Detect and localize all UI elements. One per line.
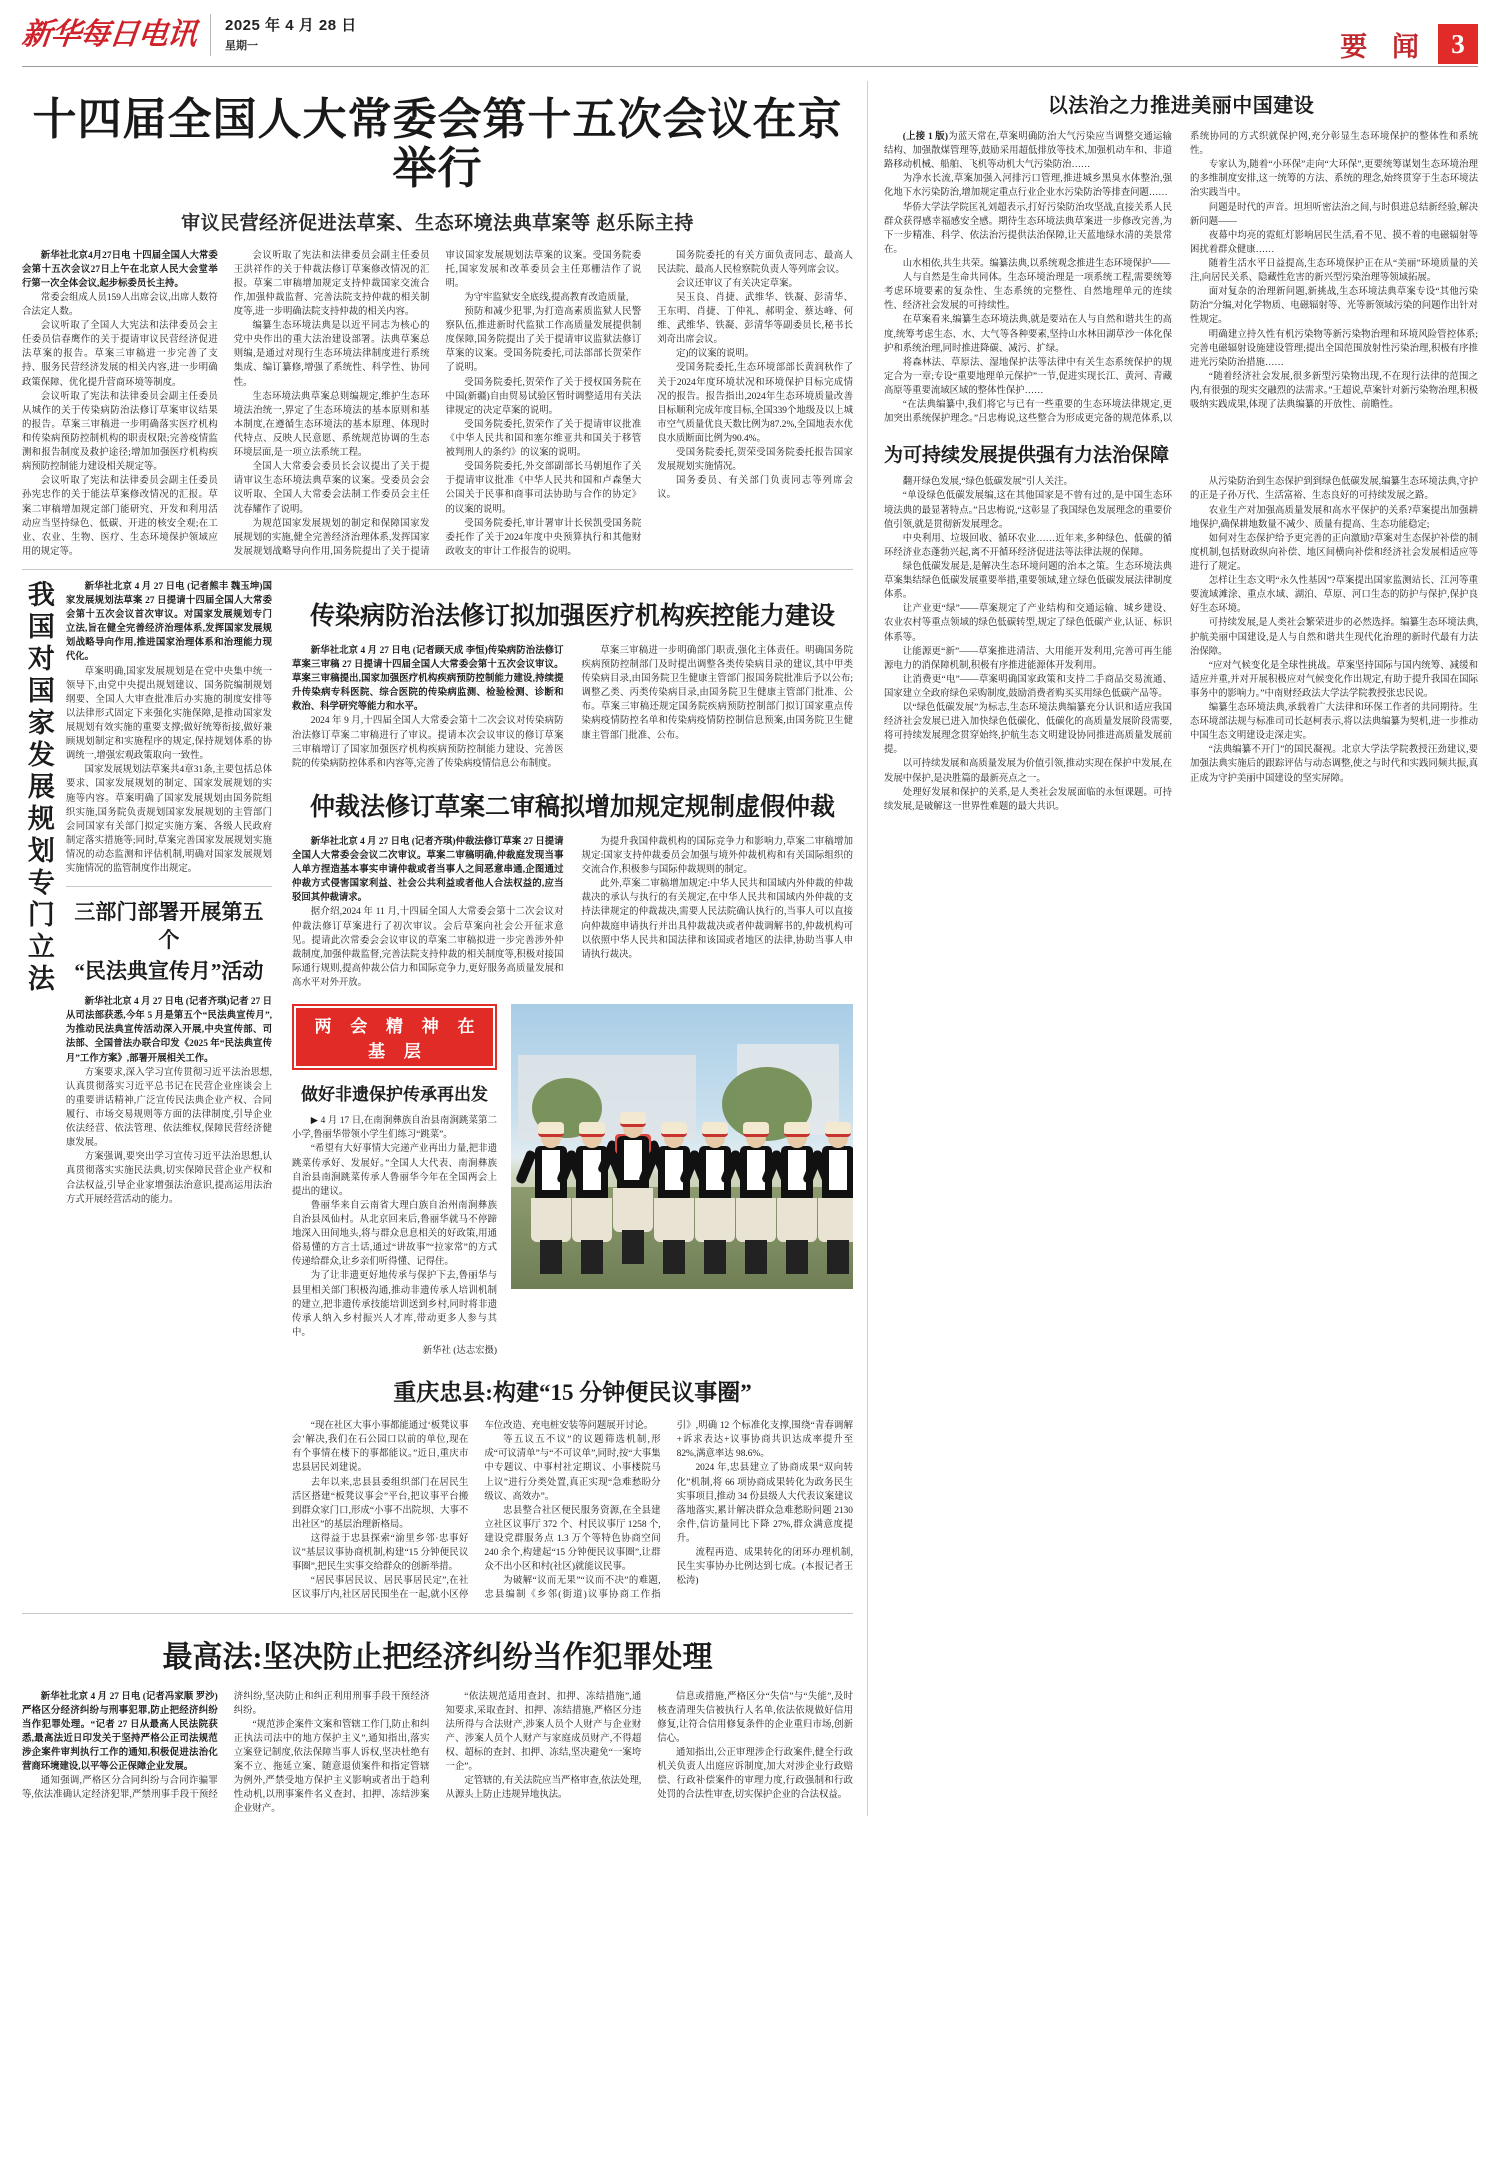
photo-credit: 新华社 (达志宏摄) [422, 1345, 497, 1356]
feature-photo [511, 1004, 853, 1289]
issue-weekday: 星期一 [225, 39, 258, 52]
masthead-right [1340, 14, 1478, 64]
continued-label: (上接 1 版) [902, 132, 949, 142]
right-para: “应对气候变化是全球性挑战。草案坚持国际与国内统筹、减缓和适应并重,并对开展积极应对气候变化作出规定,有助于提升我国在国际事务中的影响力。”中南财经政法大学法学院教授张忠民说。 [1190, 660, 1478, 699]
zuigaofa-byline: 新华社北京 4 月 27 日电 (记者冯家顺 罗沙)严格区分经济纠纷与刑事犯罪,防止把经济纠纷当作犯罪处理。“记者 27 日从最高人民法院获悉,最高法近日印发关于坚持严格公正司法规范涉企案件审判执行工作的通知,积极促进法治化营商环境建设,以平等公正保障企业发展。 [22, 1691, 218, 1773]
right-para: 从污染防治到生态保护到到绿色低碳发展,编纂生态环境法典,守护的正是子孙万代、生活富裕、生态良好的可持续发展之路。 [1190, 477, 1478, 502]
right-para: “在法典编纂中,我们将它与已有一些重要的生态环境法律规定,更加突出系统保护理念。”吕忠梅说,这些整合为形成更完备的规范体系,以系统协同的方式织就保护网,充分彰显生态环境保护的整体性和系统性。 [884, 132, 1478, 425]
lead-para: 吴玉良、肖捷、武维华、铁凝、彭清华、王东明、肖捷、丁仲礼、郝明金、蔡达峰、何维、武维华、铁凝、彭清华等副委员长,秘书长刘奇出席会议。 [657, 292, 853, 346]
lead-para: 会议听取了宪法和法律委员会副主任委员从城作的关于传染病防治法修订草案审议结果的报告。草案三审稿进一步明确落实医疗机构和传染病预防控制机构的职责权限;完善疫情监测和报告制度及救护途径;增加加强医疗机构疾病预防控制能力建设相关规定等。 [22, 391, 218, 473]
right-para: “随着经济社会发展,很多新型污染物出现,不在现行法律的范围之内,有很强的现实交融烈的法需求。”王超说,草案针对新污染物治理,积极吸纳实践成果,体现了法典编纂的开放性、前瞻性。 [1190, 371, 1478, 411]
lead-para: 受国务院委托,生态环境部部长黄润秋作了关于2024年度环境状况和环境保护目标完成情况的报告。报告指出,2024年生态环境质量改善目标顺利完成年度目标,全国339个地级及以上城市空气质量优良天数比例为87.2%,全国地表水优良水质断面比例为90.4%。 [657, 363, 853, 444]
mid-section [22, 580, 853, 1603]
masthead-left [22, 14, 357, 56]
chongqing-para: 2024 年,忠县建立了协商成果“双向转化”机制,将 66 项协商成果转化为政务民生实事项目,推动 34 份县级人大代表议案建议落地落实,累计解决群众急难愁盼问题 2130 余件,信访量同比下降 27%,群众满意度提升。 [676, 1463, 853, 1544]
minfa-headline-line1: 三部门部署开展第五个 [74, 900, 264, 952]
right-para: 明确建立持久性有机污染物等新污染物治理和环境风险管控体系;完善电磁辐射设施建设管理;提出全国范围放射性污染治理,积极有序推进光污染防治措施…… [1190, 329, 1478, 368]
right-para: 绿色低碳发展是,是解决生态环境问题的治本之策。生态环境法典草案集结绿色低碳发展重要举措,重要领域,建立绿色低碳发展法律制度体系。 [884, 561, 1172, 601]
right-para: 中央利用、垃圾回收、循环农业……近年来,多种绿色、低碳的循环经济业态蓬勃兴起,离不开循环经济促进法等法律法规的保障。 [884, 533, 1172, 558]
page-body [22, 81, 1478, 1816]
right-body-2 [884, 475, 1478, 814]
lead-para: 受国务院委托,贺荣受国务院委托报告国家发展规划实施情况。 [657, 448, 853, 473]
chuanranbing-para: 草案三审稿进一步明确部门职责,强化主体责任。明确国务院疾病预防控制部门及时提出调整各类传染病目录的建议,其中甲类传染病目录,由国务院卫生健康主管部门报国务院批准后予以公布;调整乙类、丙类传染病目录,由国务院卫生健康主管部门批准、公布。草案三审稿还规定国务院疾病预防控制部门拟订国家重点传染病疫情防控名单和传染病疫情防控制信息预案,由国务院卫生健康主管部门批准、公布。 [581, 645, 853, 741]
section-divider [22, 1613, 853, 1614]
right-para: “法典编纂不开门”的国民凝视。北京大学法学院教授汪劲建议,要加强法典实施后的跟踪评估与动态调整,使之与时代和实践同频共振,真正成为守护美丽中国建设的坚实屏障。 [1190, 745, 1478, 784]
section-divider [22, 569, 853, 570]
zuigaofa-para: 通知指出,公正审理涉企行政案件,健全行政机关负责人出庭应诉制度,加大对涉企业行政赔偿、行政补偿案件的审理力度,行政强制和行政处罚的合法性审查,切实保护企业的合法权益。 [657, 1747, 853, 1801]
zuigaofa-para: 信息或措施,严格区分“失信”与“失能”,及时核查清理失信被执行人名单,依法依规做好信用修复,让符合信用修复条件的企业重归市场,创新信心。 [657, 1691, 853, 1744]
lead-para: 受国务院委托,外交部副部长马朝旭作了关于提请审议批准《中华人民共和国和卢森堡大公国关于民事和商事司法协助与合作的协定》的议案的说明。 [445, 462, 642, 515]
lianghui-banner: 两 会 精 神 在 基 层 [292, 1004, 497, 1070]
chongqing-para: 这得益于忠县探索“渝里乡邻·忠事好议”基层议事协商机制,构建“15 分钟便民议事圈”,把民生实事交给群众的创新举措。 [292, 1533, 469, 1573]
minfa-para: 方案强调,要突出学习宣传习近平法治思想,认真贯彻落实实施民法典,切实保障民营企业产权和合法权益,引导企业家增强法治意识,提高运用法治方式开展经营活动的能力。 [65, 1152, 272, 1205]
chongqing-para: 等五议五不议”的议题筛选机制,形成“可议清单”与“不可议单”,同时,按“大事集中专题议、中事村社定期议、小事楼院马上议”进行分类处置,真正实现“急难愁盼分级议、高效办”。 [484, 1435, 661, 1502]
lianghui-para: 鲁丽华来自云南省大理白族自治州南涧彝族自治县凤仙村。从北京回来后,鲁丽华就马不停蹄地深入田间地头,将与群众息息相关的好政策,用通俗易懂的方言土话,通过“讲故事”“拉家常”的方式传递给群众,让乡亲们听得懂、记得住。 [292, 1200, 497, 1268]
right-column [868, 81, 1478, 1816]
right-para: 可持续发展,是人类社会繁荣进步的必然选择。编纂生态环境法典,护航美丽中国建设,是人与自然和谐共生现代化治理的新时代最有力法治保障。 [1190, 618, 1478, 657]
lead-para: 会议听取了全国人大宪法和法律委员会主任委员信春鹰作的关于提请审议民营经济促进法草案的报告。草案三审稿进一步完善了支持、服务民营经济发展的相关内容,进一步明确政策保障、优化提升营商环境等制度。 [22, 321, 218, 388]
vertical-headline: 我国对国家发展规划专门立法 [23, 579, 54, 996]
chuanranbing-para: 2024 年 9 月,十四届全国人大常委会第十二次会议对传染病防治法修订草案二审稿进行了审议。提请本次会议审议的修订草案三审稿增订了国家加强医疗机构疾病预防控制能力建设、完善医院的传染病防控体系和内容等,完善了传染病疫情信息公布制度。 [292, 716, 564, 769]
lead-para: 受国务院委托,贺荣作了关于提请审议批准《中华人民共和国和塞尔维亚共和国关于移管被判刑人的条约》的议案的说明。 [445, 419, 642, 459]
zhongcai-headline: 仲裁法修订草案二审稿拟增加规定规制虚假仲裁 [309, 793, 835, 821]
chongqing-body [292, 1419, 853, 1602]
chuanranbing-byline: 新华社北京 4 月 27 日电 (记者顾天成 李恒)传染病防治法修订草案三审稿 27 日提请十四届全国人大常委会第十五次会议审议。草案三审稿提出,国家加强医疗机构疾病预防控制能力建设,持续提升传染病专科医院、综合医院的传染病监测、检验检测、诊断和救治、科学研究等能力和水平。 [292, 645, 564, 713]
zhongcai-byline: 新华社北京 4 月 27 日电 (记者齐琪)仲裁法修订草案 27 日提请全国人大常委会会议二次审议。草案二审稿明确,仲裁庭发现当事人单方捏造基本事实申请仲裁或者当事人之间恶意串通,企图通过仲裁方式侵害国家利益、社会公共利益或者他人合法权益的,应当驳回其仲裁请求。 [292, 836, 564, 904]
right-para: 人与自然是生命共同体。生态环境治理是一项系统工程,需要统筹考虑环境要素的复杂性、生态系统的完整性、自然地理单元的连续性、经济社会发展的可持续性。 [884, 273, 1172, 312]
masthead-rule [22, 66, 1478, 67]
lianghui-para: “希望有大好事情大完递产业再出力量,把非遗跳菜传承好、发展好。”全国人大代表、南涧彝族自治县南涧跳菜传承人鲁丽华今年在全国两会上提出的建议。 [292, 1144, 497, 1197]
right-para: 编纂生态环境法典,承载着广大法律和环保工作者的共同期待。生态环境部法规与标准司司长赵柯表示,将以法典编纂为契机,进一步推动中国生态文明建设走深走实。 [1190, 703, 1478, 742]
chongqing-para: 忠县整合社区便民服务资源,在全县建立社区议事厅 372 个、村民议事厅 1258 个,建设党群服务点 1.3 万个等特色协商空间 240 余个,构建起“15 分钟便民议事圈”,让群众不出小区和村(社区)就能议民事。 [484, 1505, 661, 1573]
right-para: 专家认为,随着“小环保”走向“大环保”,更要统筹谋划生态环境治理的多维制度安排,这一统筹的方法、系统的理念,始终贯穿于生态环境法治实践当中。 [1190, 160, 1478, 199]
lead-para: 为规范国家发展规划的制定和保障国家发展规划的实施,健全完善经济治理体系,发挥国家发展规划战略导向作用,国务院提出了关于提请审议国家发展规划法草案的议案。受国务院委托,国家发展和改革委员会主任郑栅洁作了说明。 [233, 250, 642, 557]
right-para: 让能源更“新”——草案推进清洁、大用能开发利用,完善可再生能源电力的消保障机制,积极有序推进能源体开发利用。 [884, 646, 1172, 671]
lead-para: 定)的议案的说明。 [676, 349, 755, 360]
lead-subheadline: 审议民营经济促进法草案、生态环境法典草案等 赵乐际主持 [181, 212, 694, 234]
right-para: 让产业更“绿”——草案规定了产业结构和交通运输、城乡建设、农业农村等重点领域的绿色低碳转型,规定了绿色低碳产业,认证、标识体系等。 [884, 604, 1172, 643]
right-main-headline: 以法治之力推进美丽中国建设 [1047, 95, 1315, 117]
newspaper-logo: 新华每日电讯 [20, 18, 198, 51]
lead-article-body [22, 249, 853, 559]
zuigaofa-para: “依法规范适用查封、扣押、冻结措施”,通知要求,采取查封、扣押、冻结措施,严格区分违法所得与合法财产,涉案人员个人财产与企业财产、涉案人员个人财产与家庭成员财产,不得超权、超标的查封、扣押、冻结,坚决避免“一案垮一企”。 [445, 1691, 642, 1773]
zhongcai-para: 为提升我国仲裁机构的国际竞争力和影响力,草案二审稿增加规定:国家支持仲裁委员会加强与境外仲裁机构和有关国际组织的交流合作,积极参与国际仲裁规则的制定。 [581, 836, 853, 876]
lianghui-para: ▶ 4 月 17 日,在南涧彝族自治县南涧跳菜第二小学,鲁丽华带领小学生们练习“跳菜”。 [292, 1116, 497, 1141]
lianghui-headline: 做好非遗保护传承再出发 [301, 1085, 488, 1105]
chongqing-para: 为破解“议而无果”“议而不决”的难题,忠县编制《乡邻(街道)议事协商工作指引》,明确 12 个标准化支撑,围绕“青春调解+诉求表达+议事协商共识达成率提升至 82%,满意率达 98.6%。 [484, 1421, 853, 1601]
masthead [22, 0, 1478, 74]
chongqing-headline: 重庆忠县:构建“15 分钟便民议事圈” [393, 1380, 752, 1406]
page-number-badge: 3 [1438, 24, 1478, 64]
zuigaofa-headline: 最高法:坚决防止把经济纠纷当作犯罪处理 [162, 1640, 713, 1674]
right-para: 山水相依,共生共荣。编纂法典,以系统观念推进生态环境保护—— [902, 258, 1170, 269]
right-para: “单设绿色低碳发展编,这在其他国家是不曾有过的,是中国生态环境法典的最显著特点。”吕忠梅说,“这彰显了我国绿色发展理念的重要价值引领,就是贯彻新发展理念。 [884, 491, 1172, 530]
right-para: 农业生产对加强高质量发展和高水平保护的关系?草案提出加强耕地保护,确保耕地数量不减少、质量有提高、生态功能稳定; [1190, 505, 1478, 530]
right-para: 以“绿色低碳发展”为标志,生态环境法典编纂充分认识和适应我国经济社会发展已进入加快绿色低碳化、低碳化的高质量发展阶段需要,将可持续发展理念贯穿始终,护航生态文明建设协同推进高质量发展前提。 [884, 703, 1172, 756]
right-para: 以可持续发展和高质量发展为价值引领,推动实现在保护中发展,在发展中保护,是决胜篇的最新亮点之一。 [884, 759, 1172, 784]
lead-para: 全国人大常委会委员长会议提出了关于提请审议生态环境法典草案的议案。受委员会会议听取、全国人大常委会法制工作委员会主任沈春耀作了说明。 [233, 462, 430, 515]
right-para: 在草案看来,编纂生态环境法典,就是要站在人与自然和谐共生的高度,统筹考虑生态、水、大气等各种要素,坚持山水林田湖草沙一体化保护和系统治理,同时推进降碳、减污、扩绿。 [884, 315, 1172, 354]
minfa-byline: 新华社北京 4 月 27 日电 (记者齐琪)记者 27 日从司法部获悉,今年 5 月是第五个“民法典宣传月”,为推动民法典宣传活动深入开展,中央宣传部、司法部、全国普法办联合印发《2025 年“民法典宣传月”工作方案》,部署开展相关工作。 [65, 997, 272, 1064]
right-para: 华侨大学法学院匡礼刘超表示,打好污染防治攻坚战,直接关系人民群众获得感幸福感安全感。期待生态环境法典草案进一步修改完善,为下一步精准、科学、依法治污提供法治保障,让天蓝地绿水清的美景常在。 [884, 202, 1172, 255]
lead-para: 生态环境法典草案总则编规定,维护生态环境法治统一,界定了生态环境法的基本原则和基本制度,在遵循生态环境法的基本原理、体现时代特点、反映人民意愿、系统规范协调的生态环境层面,是一项立法系统工程。 [233, 391, 430, 459]
chongqing-para: “居民事居民议、居民事居民定”,在社区议事厅内,社区居民围坐在一起,就小区停车位改造、充电桩安装等问题展开讨论。 [292, 1421, 654, 1601]
zuigaofa-para: 通知强调,严格区分合同纠纷与合同诈骗罪等,依法准确认定经济犯罪,严禁刑事手段干预经济纠纷,坚决防止和纠正利用刑事手段干预经济纠纷。 [22, 1691, 430, 1801]
vertical-article-para: 国家发展规划法草案共4章31条,主要包括总体要求、国家发展规划的制定、国家发展规划的实施等内容。草案明确了国家发展规划由国务院组织实施,国务院负责规划国家发展规划的主管部门会同国家有关部门拟定实施方案、各级人民政府制定落实措施等;同时,草案完善国家发展规划实施情况的动态监测和评估机制,明确对国家发展规划实施情况的监管制度作出规定。 [65, 765, 272, 875]
right-para: 让消费更“电”——草案明确国家政策和支持二手商品交易流通、国家建立全政府绿色采购制度,鼓励消费者购买买用绿色低碳产品等。 [884, 674, 1172, 699]
zhongcai-para: 据介绍,2024 年 11 月,十四届全国人大常委会第十二次会议对仲裁法修订草案进行了初次审议。会后草案向社会公开征求意见。提请此次常委会会议审议的草案二审稿拟进一步完善涉外仲裁制度,加强仲裁监督,完善法院支持仲裁的相关制度等,积极对接国际通行规则,提高仲裁公信力和国际竞争力,更好服务高质量发展和高水平对外开放。 [292, 907, 564, 989]
main-column [22, 81, 868, 1816]
chuanranbing-body [292, 644, 853, 771]
right-para: 问题是时代的声音。坦坦听密法治之间,与时俱进总结新经验,解决新问题—— [1190, 202, 1478, 227]
minfa-para: 方案要求,深入学习宣传贯彻习近平法治思想,认真贯彻落实习近平总书记在民营企业座谈会上的重要讲话精神,广泛宣传民法典企业产权、合同履行、市场交易规则等方面的法律制度,引导企业依法经营、依法管理、依法维权,保障民营经济健康发展。 [65, 1067, 272, 1149]
right-body-1 [884, 130, 1478, 426]
right-para: 夜幕中均亮的霓虹灯影响居民生活,看不见、摸不着的电磁辐射等困扰着群众健康…… [1190, 230, 1478, 255]
section-title: 要 闻 [1340, 31, 1428, 62]
vertical-article-para: 草案明确,国家发展规划是在党中央集中统一领导下,由党中央提出规划建议、国务院编制规划纲要、全国人大审查批准后办实施的制度安排等以法律形式固定下来强化实施保障,是推动国家发展规划有效实施的重要支撑;做好统筹衔接,做好兼顾规划制定和实施程序的规定,保持规划体系的协调统一,增强宏观政策取向一致性。 [65, 666, 272, 762]
right-sub-headline: 为可持续发展提供强有力法治保障 [884, 445, 1170, 467]
chongqing-para: “现在社区大事小事都能通过‘板凳议事会’解决,我们在石公园口以前的单位,现在有个事情在楼下的事都能议。”近日,重庆市忠县居民刘建说。 [292, 1421, 469, 1474]
minfa-headline-line2: “民法典宣传月”活动 [74, 958, 264, 983]
lead-para: 会议还审议了有关决定草案。 [676, 278, 798, 289]
masthead-date-block [225, 15, 357, 55]
lead-para: 编纂生态环境法典是以近平同志为核心的党中央作出的重大法治建设部署。法典草案总则编,是通过对现行生态环境法律制度进行系统集成、编订纂修,增强了系统性、科学性、协同性。 [233, 321, 430, 388]
right-para: 为净水长流,草案加强入河排污口管理,推进城乡黑臭水体整治,强化地下水污染防治,增加规定重点行业企业水污染防治等排查问题…… [884, 174, 1172, 199]
lead-para: 受国务院委托,审计署审计长侯凯受国务院委托作了关于2024年度中央预算执行和其他财政收支的审计工作报告的说明。 [445, 518, 642, 557]
right-para: 为蓝天常在,草案明确防治大气污染应当调整交通运输结构、加强散煤管理等,鼓励采用超低排放等技术,加强机动车和、非道路移动机械、船舶、飞机等动机大气污染防治…… [884, 132, 1172, 171]
lead-para: 预防和减少犯罪,为打造高素质监狱人民警察队伍,推进新时代监狱工作高质量发展提供制度保障,国务院提出了关于提请审议监狱法修订草案的议案。受国务院委托,司法部部长贺荣作了说明。 [445, 306, 642, 374]
right-para: 翻开绿色发展,“绿色低碳发展”引人关注。 [902, 477, 1073, 488]
lead-para: 国务委员、有关部门负责同志等列席会议。 [657, 476, 853, 501]
lead-para: 会议听取了宪法和法律委员会副主任委员孙宪忠作的关于能法草案修改情况的汇报。草案二审稿增加规定部门能研究、开发和利用活动应当坚持绿色、低碳、开进的核安全观;在工业、农业、生物、医疗、生态环境保护领域应用的规定等。 [22, 476, 218, 557]
zuigaofa-para: 定管辖的,有关法院应当严格审查,依法处理,从源头上防止违规异地执法。 [445, 1776, 642, 1801]
lead-para: 会议听取了宪法和法律委员会副主任委员王洪祥作的关于仲裁法修订草案修改情况的汇报。草案二审稿增加规定支持仲裁国家交流合作,加强仲裁监督、完善法院支持仲裁的相关制度等,进一步明确法院支持仲裁的相关内容。 [233, 250, 430, 317]
lead-para: 国务院委托的有关方面负责同志、最高人民法院、最高人民检察院负责人等列席会议。 [657, 250, 853, 275]
right-para: 怎样让生态文明“永久性基因”?草案提出国家监测站长、江河等重要流域滩涂、重点水域、湖泊、草原、河口生态的防护与保护,保护良好生态环境。 [1190, 576, 1478, 615]
lead-para: 为守牢监狱安全底线,提高教育改造质量, [464, 292, 629, 303]
lianghui-body [292, 1114, 497, 1358]
right-para: 随着生活水平日益提高,生态环境保护正在从“美丽”环境质量的关注,向居民关系、隐藏性危害的新兴型污染治理等领域拓展。 [1190, 258, 1478, 284]
lead-para: 新华社北京4月27日电 十四届全国人大常委会第十五次会议27日上午在北京人民大会堂举行第一次全体会议,起步标委员长主持。 [22, 250, 218, 289]
lianghui-para: 为了让非遗更好地传承与保护下去,鲁丽华与县里相关部门积极沟通,推动非遗传承人培训机制的建立,把非遗传承技能培训送到乡村,同时将非遗传承人纳入乡村振兴人才库,带动更多人参与其中。 [292, 1271, 497, 1338]
right-para: 处理好发展和保护的关系,是人类社会发展面临的永恒课题。可持续发展,是破解这一世界性难题的最大共识。 [884, 787, 1172, 812]
zhongcai-body [292, 835, 853, 990]
lead-headline: 十四届全国人大常委会第十五次会议在京举行 [32, 95, 843, 194]
chongqing-para: 去年以来,忠县县委组织部门在居民生活区搭建“板凳议事会”平台,把议事平台搬到群众家门口,形成“小事不出院坝、大事不出社区”的基层治理新格局。 [292, 1477, 469, 1530]
zuigaofa-para: “规范涉企案件文案和管辖工作门,防止和纠正执法司法中的地方保护主义”,通知指出,落实立案登记制度,依法保障当事人诉权,坚决杜绝有案不立、拖延立案、随意退侦案件和指定管辖为例外,严禁受地方保护主义影响或者出于趋利性动机,以刑事案件名义查封、扣押、冻结涉案企业财产。 [233, 1719, 430, 1815]
issue-date: 2025 年 4 月 28 日 [225, 17, 357, 35]
vertical-article-byline: 新华社北京 4 月 27 日电 (记者熊丰 魏玉坤)国家发展规划法草案 27 日提请十四届全国人大常委会第十五次会议首次审议。对国家发展规划专门立法,旨在健全完善经济治理体系,发挥国家发展规划战略导向作用,推进国家治理体系和治理能力现代化。 [65, 581, 272, 663]
right-para: 面对复杂的治理新问题,新挑战,生态环境法典草案专设“其他污染防治”分编,对化学物质、电磁辐射等、光等新领域污染的问题作出针对性规定。 [1190, 287, 1478, 326]
lead-para: 受国务院委托,贺荣作了关于授权国务院在中国(新疆)自由贸易试验区暂时调整适用有关法律规定的决定草案的说明。 [445, 377, 642, 416]
masthead-divider [210, 14, 211, 56]
zhongcai-para: 此外,草案二审稿增加规定:中华人民共和国域内外仲裁的仲裁裁决的承认与执行的有关规定,在中华人民共和国域内外仲裁的支持法律规定的仲裁裁决,需要人民法院确认执行的,当事人可以直接向仲裁庭申请执行并出具仲裁裁决或者仲裁调解书的,仲裁机构可以依照中华人民共和国法律和该国或者地区的法律,协助当事人申请执行裁决。 [581, 879, 853, 960]
right-para: 如何对生态保护给予更完善的正向激励?草案对生态保护补偿的制度机制,包括财政纵向补偿、地区间横向补偿和经济社会发展相适应等进行了规定。 [1190, 533, 1478, 572]
lead-para: 常委会组成人员159人出席会议,出席人数符合法定人数。 [22, 292, 218, 317]
right-para: 将森林法、草原法、湿地保护法等法律中有关生态系统保护的规定合为一章;专设“重要地理单元保护”一节,促进实现长江、黄河、青藏高原等重要流域区域的整体性保护…… [884, 357, 1172, 396]
zuigaofa-body [22, 1690, 853, 1817]
chongqing-para: 流程再造、成果转化的闭环办理机制,民生实事协办比例达到七成。(本报记者王松涛) [676, 1548, 853, 1587]
chuanranbing-headline: 传染病防治法修订拟加强医疗机构疾控能力建设 [309, 602, 835, 630]
